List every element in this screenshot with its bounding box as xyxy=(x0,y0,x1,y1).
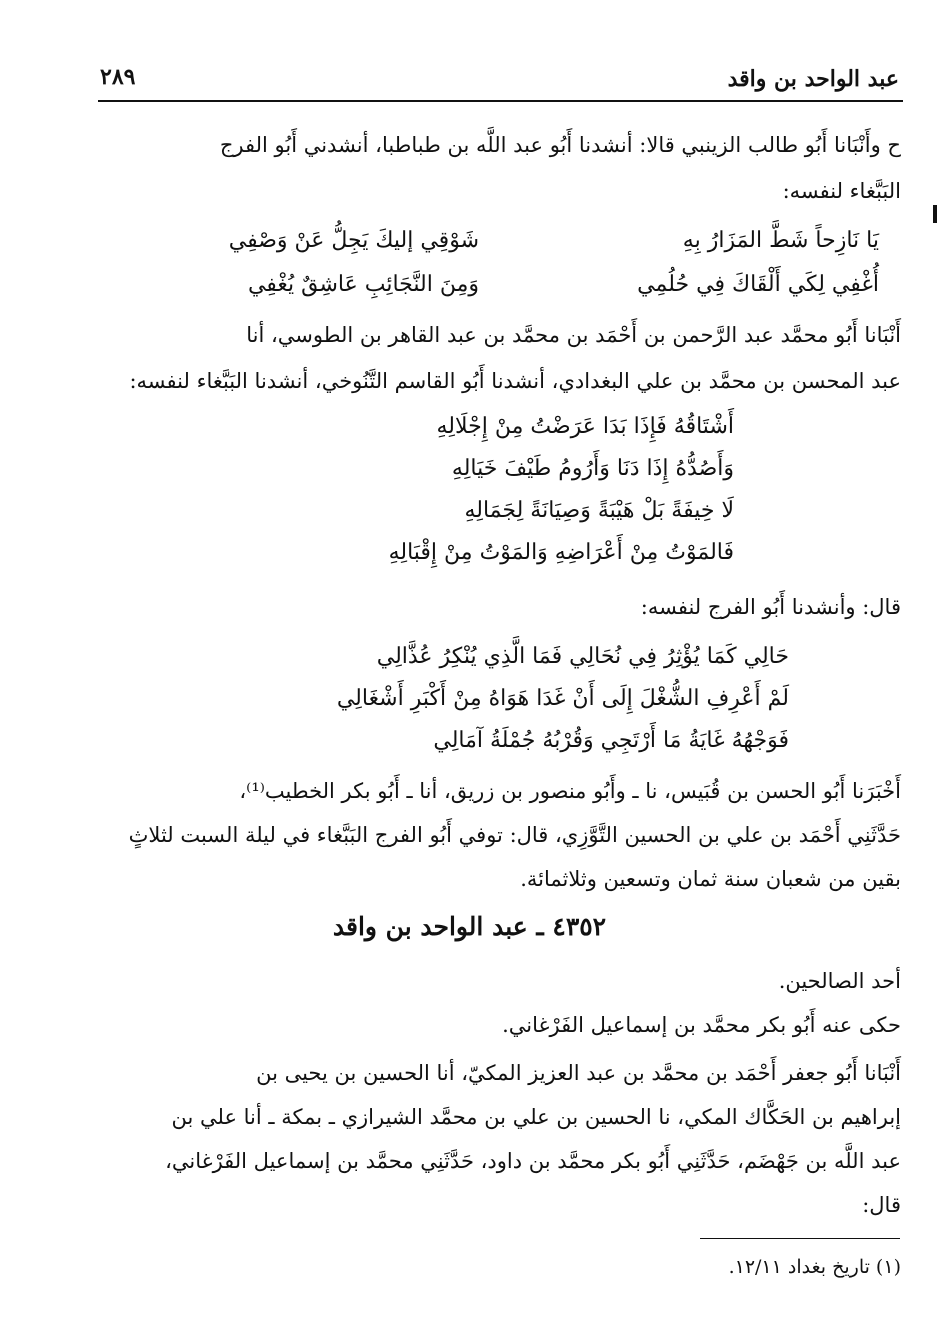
poem-1-line-1-left: شَوْقِي إليكَ يَجِلُّ عَنْ وَصْفِي xyxy=(228,228,479,253)
margin-mark xyxy=(933,205,937,223)
paragraph-1-line-2: البَبَّغاء لنفسه: xyxy=(782,179,901,203)
paragraph-1-line-1: ح وأَنْبَانا أَبُو طالب الزينبي قالا: أنشدنا أَبُو عبد اللَّه بن طباطبا، أنشدني أَبُو الفرج xyxy=(219,133,901,157)
paragraph-5-line-2: إبراهيم بن الحَكَّاك المكي، نا الحسين بن علي بن محمَّد الشيرازي ـ بمكة ـ أنا علي بن xyxy=(171,1105,901,1129)
paragraph-3-line-2: حَدَّثَنِي أَحْمَد بن علي بن الحسين التَّوَّزِي، قال: توفي أَبُو الفرج البَبَّغاء في ليلة السبت لثلاثٍ xyxy=(128,823,901,847)
paragraph-5-line-4: قال: xyxy=(862,1193,901,1217)
poem-2-line-1: أَشْتَاقُهُ فَإِذَا بَدَا عَرَضْتُ مِنْ إِجْلَالِهِ xyxy=(436,414,734,439)
footnote-divider xyxy=(700,1238,900,1239)
poem-3-line-2: لَمْ أَعْرِفِ الشُّغْلَ إِلَى أَنْ غَدَا هَوَاهُ مِنْ أَكْبَرِ أَشْغَالِي xyxy=(336,686,789,711)
paragraph-3-line-1: أَخْبَرَنا أَبُو الحسن بن قُبَيس، نا ـ وأَبُو منصور بن زريق، أنا ـ أَبُو بكر الخطيب⁽¹⁾، xyxy=(239,779,901,803)
section-title: ٤٣٥٢ ـ عبد الواحد بن واقد xyxy=(332,912,607,941)
qal-line: قال: وأنشدنا أَبُو الفرج لنفسه: xyxy=(640,595,901,619)
paragraph-5-line-1: أَنْبَانا أَبُو جعفر أَحْمَد بن محمَّد بن عبد العزيز المكيّ، أنا الحسين بن يحيى بن xyxy=(256,1061,901,1085)
poem-3-line-1: حَالِي كَمَا يُؤْثِرُ فِي نُحَالِي فَمَا الَّذِي يُنْكِرُ عُذَّالِي xyxy=(376,644,789,669)
paragraph-5-line-3: عبد اللَّه بن جَهْضَم، حَدَّثَنِي أَبُو بكر محمَّد بن داود، حَدَّثَنِي محمَّد بن إسماعيل الفَرْغاني، xyxy=(165,1149,901,1173)
poem-2-line-3: لَا خِيفَةً بَلْ هَيْبَةً وَصِيَانَةً لِجَمَالِهِ xyxy=(464,498,734,523)
paragraph-2-line-2: عبد المحسن بن محمَّد بن علي البغدادي، أنشدنا أَبُو القاسم التَّنُوخي، أنشدنا البَبَّغاء لنفسه: xyxy=(129,369,901,393)
paragraph-3-line-3: بقين من شعبان سنة ثمان وتسعين وثلاثمائة. xyxy=(520,867,901,891)
poem-1-line-2-left: وَمِنَ النَّجَائِبِ عَاشِقٌ يُغْفِي xyxy=(247,272,479,297)
poem-1-line-1-right: يَا نَازِحاً شَطَّ المَزَارُ بِهِ xyxy=(682,228,879,253)
poem-2-line-4: فَالمَوْتُ مِنْ أَعْرَاضِهِ وَالمَوْتُ مِنْ إِقْبَالِهِ xyxy=(388,540,734,565)
running-header-title: عبد الواحد بن واقد xyxy=(727,66,899,92)
poem-2-line-2: وَأَصُدُّهُ إِذَا دَنَا وَأَرُومُ طَيْفَ خَيَالِهِ xyxy=(451,456,734,481)
paragraph-2-line-1: أَنْبَانا أَبُو محمَّد عبد الرَّحمن بن أَحْمَد بن محمَّد بن عبد القاهر بن الطوسي، أنا xyxy=(246,323,901,347)
footnote: (١) تاريخ بغداد ١٢/١١. xyxy=(728,1256,901,1278)
poem-3-line-3: فَوَجْهُهُ غَايَةُ مَا أَرْتَجِي وَقُرْبُهُ جُمْلَةُ آمَالِي xyxy=(433,728,789,753)
page-number: ٢٨٩ xyxy=(100,64,136,90)
paragraph-4-line-2: حكى عنه أَبُو بكر محمَّد بن إسماعيل الفَرْغاني. xyxy=(502,1013,901,1037)
header-divider xyxy=(98,100,903,102)
paragraph-4-line-1: أحد الصالحين. xyxy=(778,969,901,993)
poem-1-line-2-right: أُغْفِي لِكَي أَلْقَاكَ فِي حُلُمِي xyxy=(637,272,879,297)
